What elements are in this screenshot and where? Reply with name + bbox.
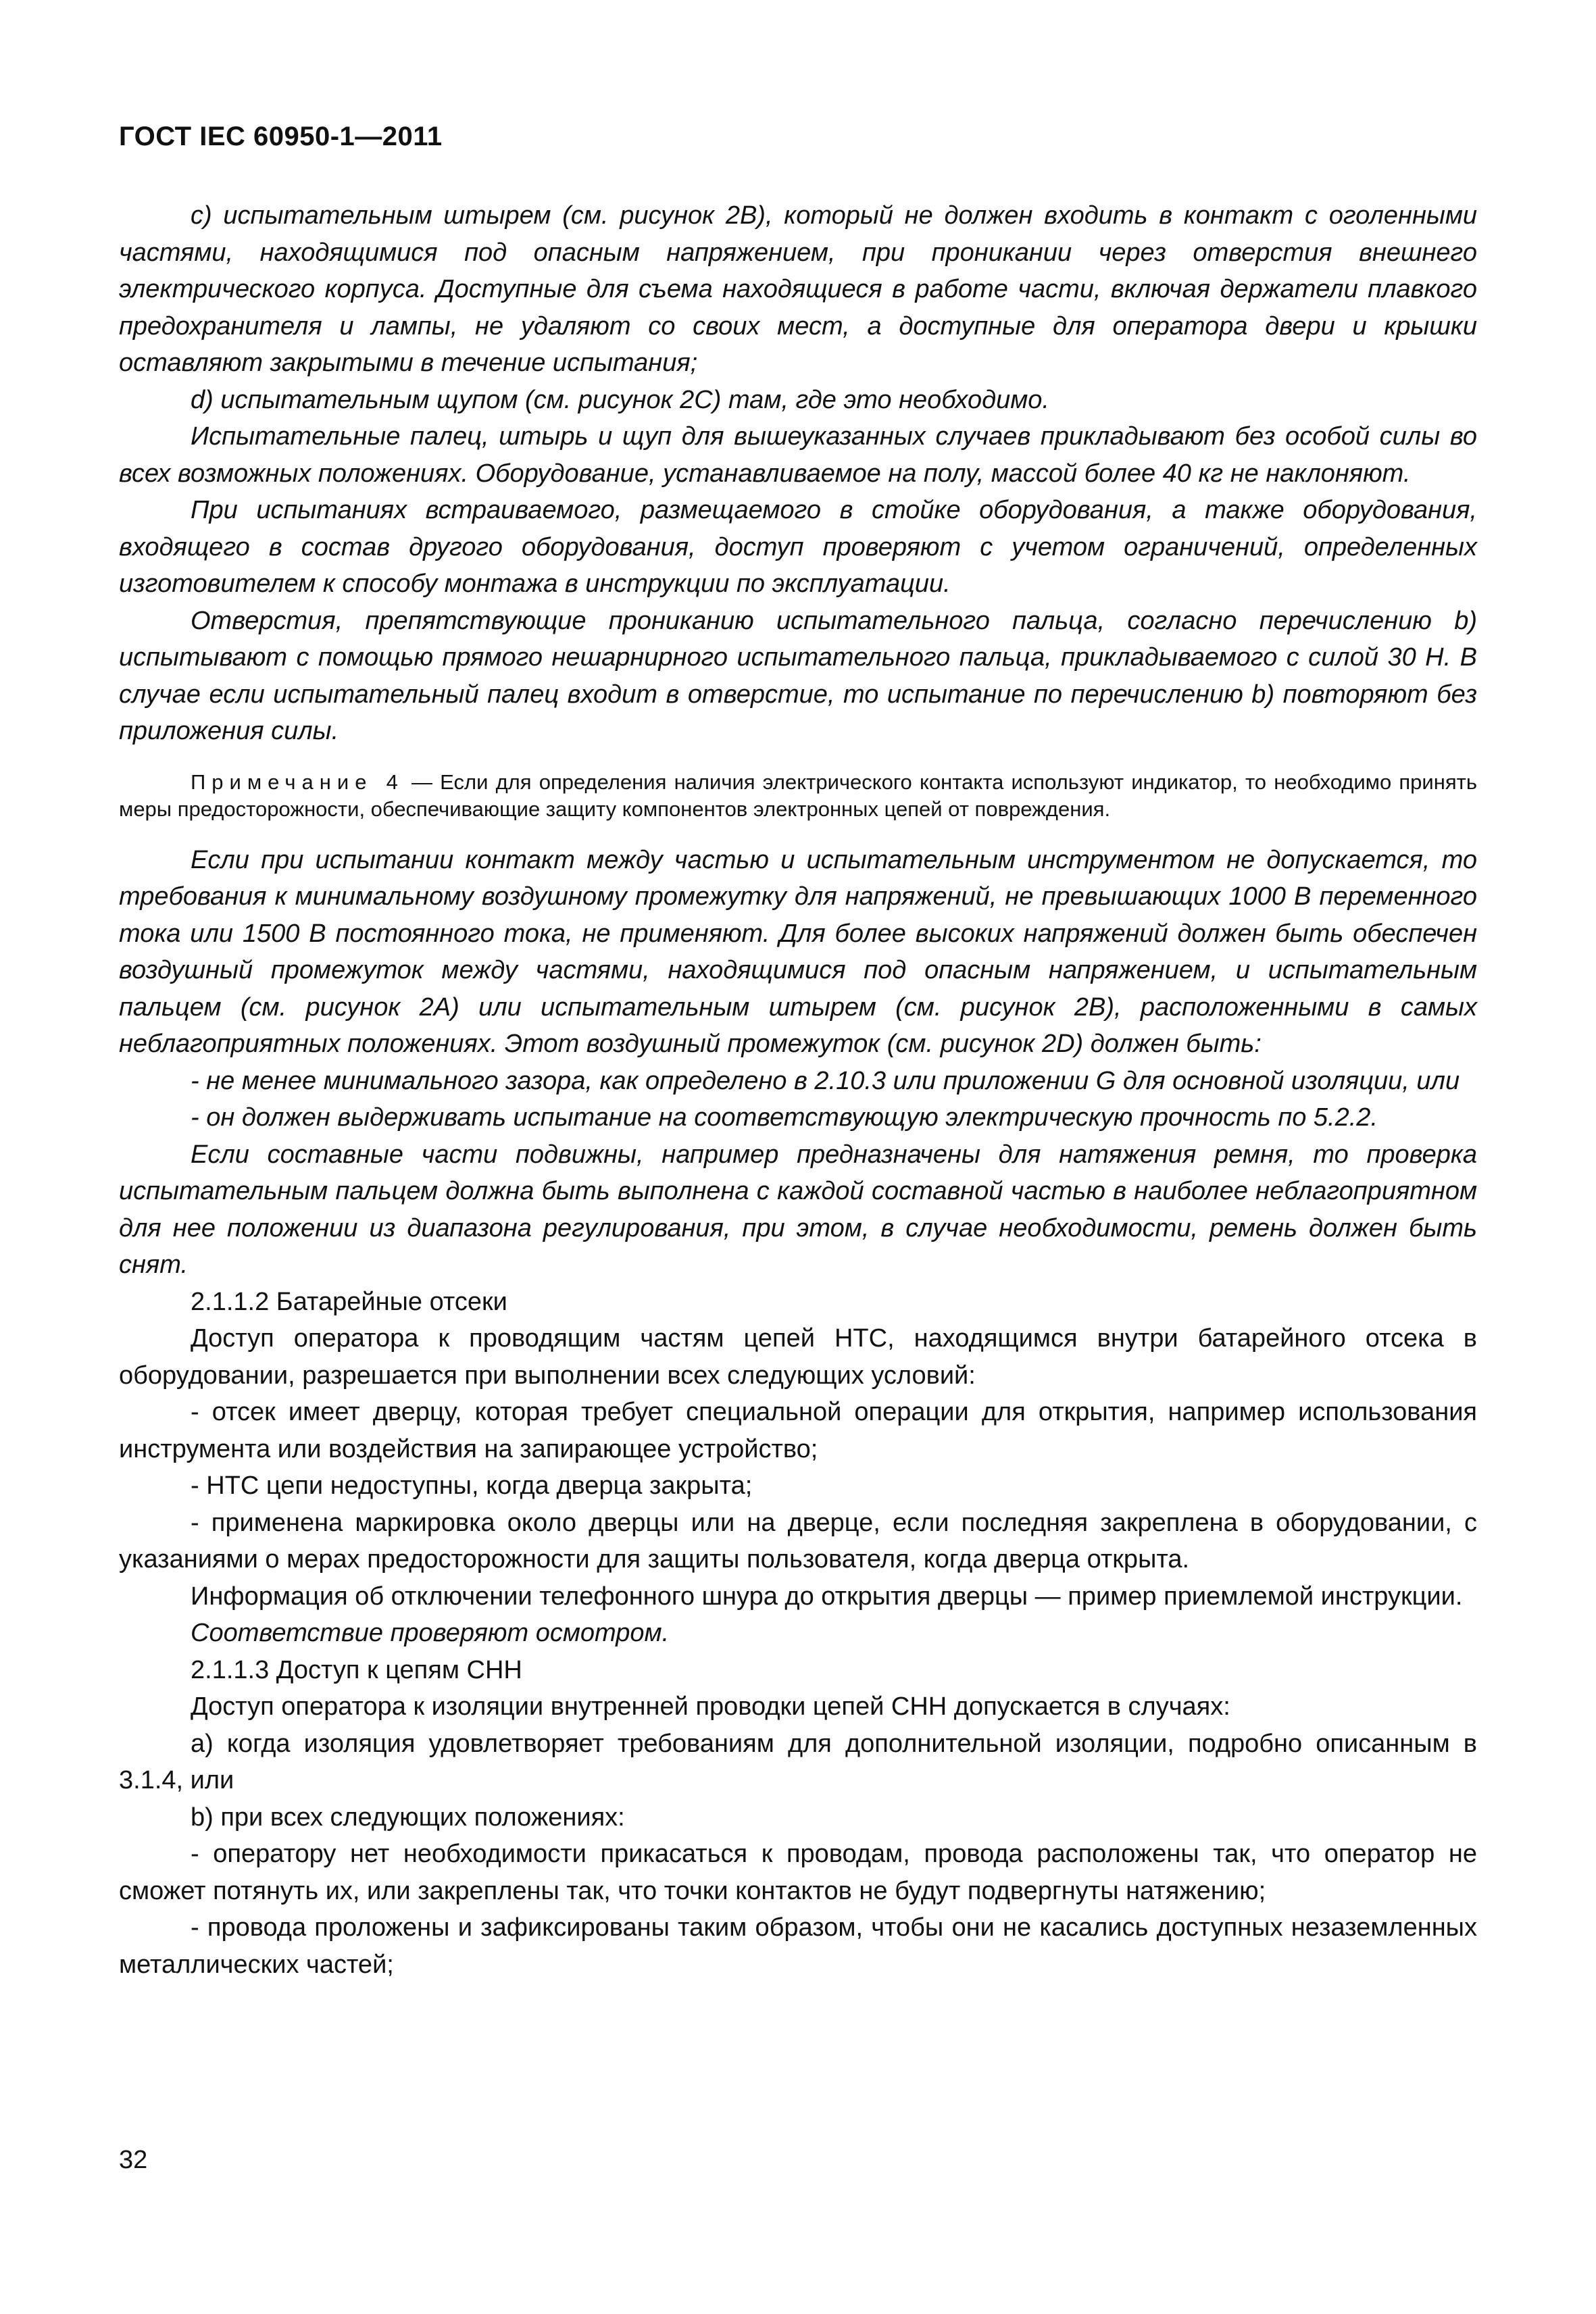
list-item: - отсек имеет дверцу, которая требует специальной операции для открытия, например использования инструмента или воздействия на запирающее устройство;: [119, 1398, 1477, 1463]
standard-header: ГОСТ IEC 60950-1—2011: [119, 122, 443, 151]
paragraph: Информация об отключении телефонного шнура до открытия дверцы — пример приемлемой инструкции.: [191, 1582, 1463, 1611]
list-item: - применена маркировка около дверцы или на дверце, если последняя закреплена в оборудовании, с указаниями о мерах предосторожности для защиты пользователя, когда дверца открыта.: [119, 1508, 1477, 1574]
list-item: b) при всех следующих положениях:: [191, 1803, 625, 1832]
paragraph: c) испытательным штырем (см. рисунок 2В), который не должен входить в контакт с оголенными частями, находящимися под опасным напряжением, при проникании через отверстия внешнего электрического корпуса. Доступные для съема находящиеся в работе части, включая держатели плавкого предохранителя и лампы, не удаляют со своих мест, а доступные для оператора двери и крышки оставляют закрытыми в течение испытания;: [119, 201, 1477, 377]
list-item: - он должен выдерживать испытание на соответствующую электрическую прочность по 5.2.2.: [191, 1103, 1378, 1132]
paragraph: Если при испытании контакт между частью и испытательным инструментом не допускается, то требования к минимальному воздушному промежутку для напряжений, не превышающих 1000 В переменного тока или 1500 В постоянного тока, не применяют. Для более высоких напряжений должен быть обеспечен воздушный промежуток между частями, находящимися под опасным напряжением, и испытательным пальцем (см. рисунок 2А) или испытательным штырем (см. рисунок 2В), расположенными в самых неблагоприятных положениях. Этот воздушный промежуток (см. рисунок 2D) должен быть:: [119, 845, 1477, 1058]
list-item: a) когда изоляция удовлетворяет требованиям для дополнительной изоляции, подробно описанным в 3.1.4, или: [119, 1729, 1477, 1794]
paragraph: Если составные части подвижны, например предназначены для натяжения ремня, то проверка испытательным пальцем должна быть выполнена с каждой составной частью в наиболее неблагоприятном для нее положении из диапазона регулирования, при этом, в случае необходимости, ремень должен быть снят.: [119, 1140, 1477, 1279]
paragraph: Доступ оператора к изоляции внутренней проводки цепей СНН допускается в случаях:: [191, 1692, 1230, 1721]
note-4: [119, 769, 1477, 823]
list-item: - НТС цепи недоступны, когда дверца закрыта;: [191, 1472, 753, 1500]
paragraph: Доступ оператора к проводящим частям цепей НТС, находящимся внутри батарейного отсека в оборудовании, разрешается при выполнении всех следующих условий:: [119, 1324, 1477, 1390]
list-item: - не менее минимального зазора, как определено в 2.10.3 или приложении G для основной изоляции, или: [191, 1066, 1460, 1095]
note-label: Примечание 4: [191, 770, 404, 794]
compliance-statement: Соответствие проверяют осмотром.: [191, 1619, 670, 1647]
paragraph: Испытательные палец, штырь и щуп для вышеуказанных случаев прикладывают без особой силы во всех возможных положениях. Оборудование, устанавливаемое на полу, массой более 40 кг не наклоняют.: [119, 422, 1477, 488]
list-item: - провода проложены и зафиксированы таким образом, чтобы они не касались доступных незаземленных металлических частей;: [119, 1913, 1477, 1979]
section-heading: 2.1.1.3 Доступ к цепям СНН: [191, 1655, 522, 1684]
section-heading: 2.1.1.2 Батарейные отсеки: [191, 1287, 507, 1316]
note-text: — Если для определения наличия электрического контакта используют индикатор, то необходимо принять меры предосторожности, обеспечивающие защиту компонентов электронных цепей от повреждения.: [119, 770, 1477, 821]
list-item: - оператору нет необходимости прикасаться к проводам, провода расположены так, что оператор не сможет потянуть их, или закреплены так, что точки контактов не будут подвергнуты натяжению;: [119, 1840, 1477, 1905]
paragraph: Отверстия, препятствующие прониканию испытательного пальца, согласно перечислению b) испытывают с помощью прямого нешарнирного испытательного пальца, прикладываемого с силой 30 Н. В случае если испытательный палец входит в отверстие, то испытание по перечислению b) повторяют без приложения силы.: [119, 606, 1477, 745]
document-body: [119, 197, 1477, 1983]
paragraph: d) испытательным щупом (см. рисунок 2С) там, где это необходимо.: [191, 385, 1049, 414]
page-number: 32: [119, 2146, 148, 2174]
paragraph: При испытаниях встраиваемого, размещаемого в стойке оборудования, а также оборудования, входящего в состав другого оборудования, доступ проверяют с учетом ограничений, определенных изготовителем к способу монтажа в инструкции по эксплуатации.: [119, 496, 1477, 598]
